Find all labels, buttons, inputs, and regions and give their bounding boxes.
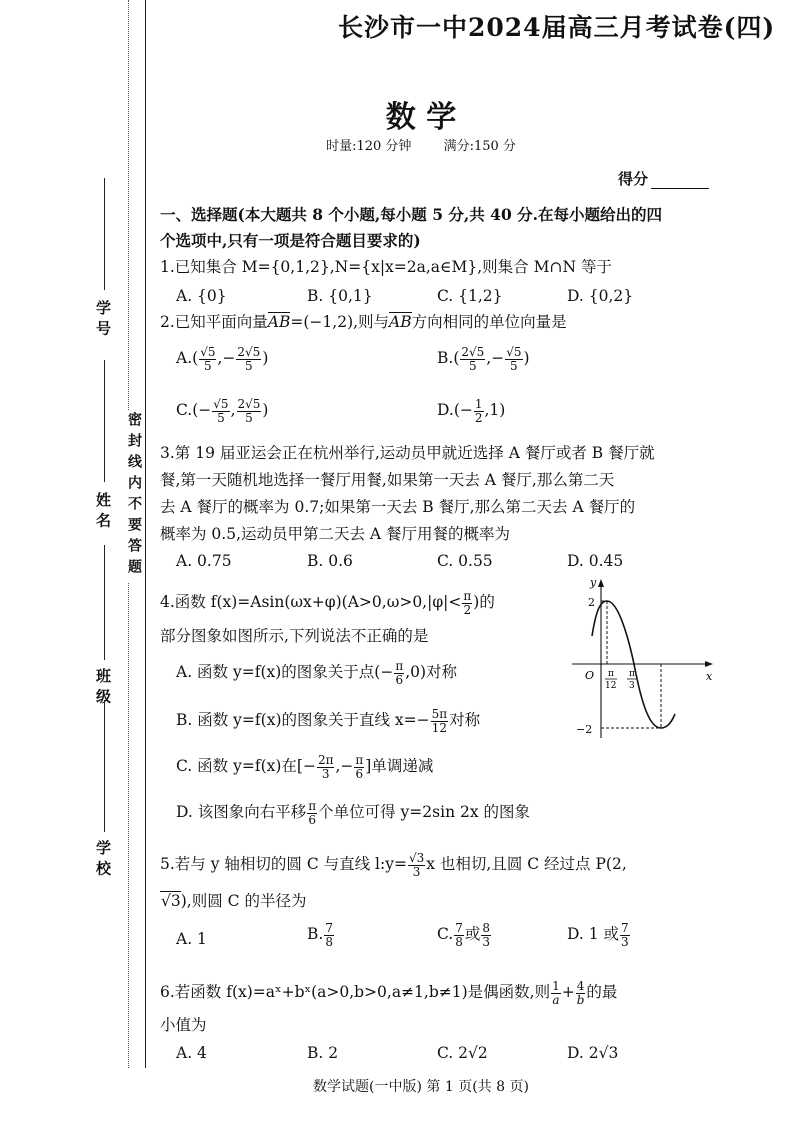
y-axis-arrow (598, 579, 604, 587)
score-label: 得分 (618, 170, 649, 188)
y-tick-bottom: −2 (576, 723, 593, 736)
class-label: 班 级 (94, 668, 112, 704)
q4-option-d: D. 该图象向右平移 $\frac{\pi}{6}$ 个单位可得 y=2sin 2x 的图象 (176, 799, 531, 827)
q4-option-c: C. 函数 y=f(x)在[− $\frac{2\pi}{3}$ ,− $\frac{\pi}{6}$ ]单调递减 (176, 753, 434, 781)
exam-title: 长沙市一中2024届高三月考试卷(四) (338, 13, 776, 42)
q3-line4: 概率为 0.5,运动员甲第二天去 A 餐厅用餐的概率为 (160, 525, 511, 543)
q6-option-d: D. 2√3 (567, 1044, 619, 1062)
q3-option-a: A. 0.75 (176, 552, 232, 570)
q3-line2: 餐,第一天随机地选择一餐厅用餐,如果第一天去 A 餐厅,那么第二天 (160, 471, 615, 489)
q4-stem: 4.函数 f(x)=Asin(ωx+φ)(A>0,ω>0,|φ|< $\frac{\pi}{2}$ )的 (160, 589, 495, 617)
q3-option-c: C. 0.55 (437, 552, 493, 570)
q3-option-d: D. 0.45 (567, 552, 624, 570)
subject-title: 数 学 (385, 100, 457, 135)
q2-option-c: C.(− $\frac{√5}{5}$ , $\frac{2√5}{5}$ ) (176, 397, 269, 425)
q1-stem: 1.已知集合 M={0,1,2},N={x|x=2a,a∈M},则集合 M∩N 等于 (160, 258, 612, 276)
school-blank (104, 700, 105, 832)
seal-notice: 密封线内不要答题 (126, 412, 142, 580)
q3-line1: 3.第 19 届亚运会正在杭州举行,运动员甲就近选择 A 餐厅或者 B 餐厅就 (160, 444, 655, 462)
q5-line2: √3),则圆 C 的半径为 (161, 892, 307, 910)
class-blank (104, 545, 105, 660)
q2-stem: 2.已知平面向量AB=(−1,2),则与AB方向相同的单位向量是 (160, 313, 567, 331)
q3-option-b: B. 0.6 (307, 552, 353, 570)
x-tick1-num: π (608, 669, 614, 679)
q2-option-d: D.(− $\frac{1}{2}$ ,1) (437, 397, 506, 425)
vector-ab-2: AB (389, 313, 412, 331)
q6-option-a: A. 4 (176, 1044, 207, 1062)
section-heading-cont: 个选项中,只有一项是符合题目要求的) (160, 231, 421, 250)
q5-option-d: D. 1 或 $\frac{7}{3}$ (567, 921, 629, 949)
student-id-blank (104, 178, 105, 290)
q1-option-b: B. {0,1} (307, 287, 373, 305)
vector-ab: AB (267, 313, 291, 331)
q1-option-d: D. {0,2} (567, 287, 634, 305)
y-axis-label: y (590, 576, 597, 589)
q4-line2: 部分图象如图所示,下列说法不正确的是 (160, 627, 429, 645)
x-axis-label: x (706, 670, 713, 683)
q6-option-b: B. 2 (307, 1044, 339, 1062)
origin-label: O (585, 669, 595, 682)
q4-option-a: A. 函数 y=f(x)的图象关于点(− $\frac{\pi}{6}$ ,0)对称 (176, 659, 458, 687)
student-id-label: 学 号 (94, 300, 112, 336)
q2-option-b: B.( $\frac{2√5}{5}$ ,− $\frac{√5}{5}$ ) (437, 345, 530, 373)
q6-option-c: C. 2√2 (437, 1044, 488, 1062)
q5-option-a: A. 1 (176, 930, 207, 948)
q2-option-a: A.( $\frac{√5}{5}$ ,− $\frac{2√5}{5}$ ) (176, 345, 269, 373)
name-blank (104, 360, 105, 482)
q5-option-b: B. $\frac{7}{8}$ (307, 921, 333, 949)
score-box (618, 168, 709, 189)
page-footer: 数学试题(一中版) 第 1 页(共 8 页) (313, 1079, 529, 1095)
name-label: 姓 名 (94, 492, 112, 528)
q1-option-a: A. {0} (176, 287, 227, 305)
margin-rule (145, 0, 146, 1068)
x-tick2-num: π (629, 669, 635, 679)
full-score: 满分:150 分 (443, 139, 516, 154)
time-limit: 时量:120 分钟 (326, 139, 412, 154)
q4-option-b: B. 函数 y=f(x)的图象关于直线 x=− $\frac{5\pi}{12}$ 对称 (176, 707, 481, 735)
q5-stem: 5.若与 y 轴相切的圆 C 与直线 l:y= $\frac{√3}{3}$ x 也相切,且圆 C 经过点 P(2, (160, 851, 627, 879)
x-axis-arrow (705, 661, 713, 667)
q4-function-graph (570, 576, 720, 746)
q5-option-c: C. $\frac{7}{8}$ 或 $\frac{8}{3}$ (437, 921, 491, 949)
x-tick1-den: 12 (605, 681, 617, 691)
q1-option-c: C. {1,2} (437, 287, 503, 305)
y-tick-top: 2 (588, 596, 595, 609)
q6-line2: 小值为 (160, 1016, 207, 1034)
exam-info (0, 135, 800, 154)
q6-stem: 6.若函数 f(x)=aˣ+bˣ(a>0,b>0,a≠1,b≠1)是偶函数,则 $\frac{1}{a}$ + $\frac{4}{b}$ 的最 (160, 979, 618, 1007)
section-heading: 一、选择题(本大题共 8 个小题,每小题 5 分,共 40 分.在每小题给出的四 (160, 205, 663, 224)
score-blank (651, 174, 709, 189)
q3-line3: 去 A 餐厅的概率为 0.7;如果第一天去 B 餐厅,那么第二天去 A 餐厅的 (160, 498, 636, 516)
x-tick2-den: 3 (629, 681, 635, 691)
school-label: 学 校 (94, 840, 112, 876)
